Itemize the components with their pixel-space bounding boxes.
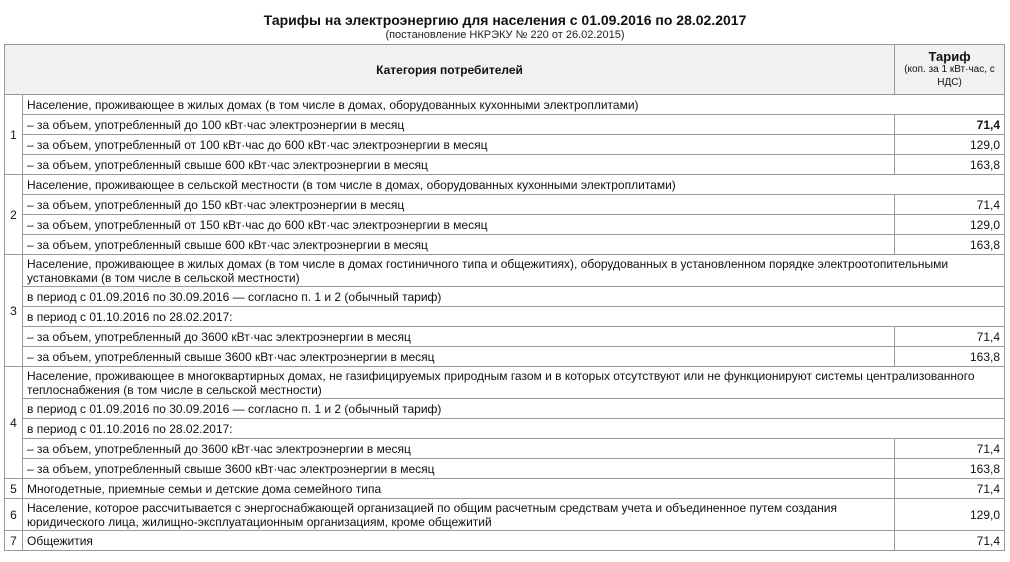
group-title: Население, которое рассчитывается с энергоснабжающей организацией по общим расчетным средствам учета и объединенное путем создания юридического лица, жилищно-эксплуатационным организациям, кроме общежитий [23, 499, 895, 531]
table-row [5, 459, 1005, 479]
row-description: – за объем, употребленный до 3600 кВт·час электроэнергии в месяц [23, 327, 895, 347]
table-row [5, 287, 1005, 307]
group-number: 5 [5, 479, 23, 499]
table-row [5, 195, 1005, 215]
tariff-header-unit: (коп. за 1 кВт·час, с НДС) [904, 64, 995, 88]
row-description: – за объем, употребленный от 150 кВт·час до 600 кВт·час электроэнергии в месяц [23, 215, 895, 235]
group-number: 1 [5, 95, 23, 175]
tariff-header-label: Тариф [928, 49, 971, 64]
group-title: Общежития [23, 531, 895, 551]
row-tariff: 71,4 [895, 115, 1005, 135]
group-title: Население, проживающее в сельской местности (в том числе в домах, оборудованных кухонными электроплитами) [23, 175, 1005, 195]
row-tariff: 163,8 [895, 155, 1005, 175]
group-title: Население, проживающее в жилых домах (в том числе в домах гостиничного типа и общежитиях), оборудованных в установленном порядке электроотопительными установками (в том числе в сельской местности) [23, 255, 1005, 287]
group-number: 4 [5, 367, 23, 479]
column-header-category: Категория потребителей [5, 45, 895, 95]
table-row [5, 327, 1005, 347]
row-tariff: 163,8 [895, 459, 1005, 479]
column-header-tariff [895, 45, 1005, 95]
row-tariff: 163,8 [895, 347, 1005, 367]
table-row [5, 255, 1005, 287]
row-description: – за объем, употребленный свыше 3600 кВт·час электроэнергии в месяц [23, 347, 895, 367]
row-description: – за объем, употребленный от 100 кВт·час до 600 кВт·час электроэнергии в месяц [23, 135, 895, 155]
table-row [5, 135, 1005, 155]
group-number: 7 [5, 531, 23, 551]
table-row [5, 479, 1005, 499]
group-number: 3 [5, 255, 23, 367]
row-tariff: 71,4 [895, 479, 1005, 499]
row-tariff: 129,0 [895, 135, 1005, 155]
group-title: Многодетные, приемные семьи и детские дома семейного типа [23, 479, 895, 499]
row-description: – за объем, употребленный свыше 600 кВт·час электроэнергии в месяц [23, 155, 895, 175]
row-tariff: 129,0 [895, 215, 1005, 235]
table-row [5, 175, 1005, 195]
row-tariff: 163,8 [895, 235, 1005, 255]
table-header-row [5, 45, 1005, 95]
group-number: 6 [5, 499, 23, 531]
table-row [5, 215, 1005, 235]
table-row [5, 347, 1005, 367]
period-row: в период с 01.09.2016 по 30.09.2016 — согласно п. 1 и 2 (обычный тариф) [23, 399, 1005, 419]
row-tariff: 71,4 [895, 439, 1005, 459]
table-row [5, 307, 1005, 327]
table-row [5, 95, 1005, 115]
page-title: Тарифы на электроэнергию для населения с 01.09.2016 по 28.02.2017 [263, 12, 747, 28]
period-row: в период с 01.09.2016 по 30.09.2016 — согласно п. 1 и 2 (обычный тариф) [23, 287, 1005, 307]
table-row [5, 155, 1005, 175]
row-description: – за объем, употребленный свыше 600 кВт·час электроэнергии в месяц [23, 235, 895, 255]
row-description: – за объем, употребленный до 100 кВт·час электроэнергии в месяц [23, 115, 895, 135]
table-row [5, 531, 1005, 551]
group-number: 2 [5, 175, 23, 255]
row-tariff: 71,4 [895, 195, 1005, 215]
table-row [5, 499, 1005, 531]
table-row [5, 419, 1005, 439]
row-description: – за объем, употребленный до 3600 кВт·час электроэнергии в месяц [23, 439, 895, 459]
table-row [5, 115, 1005, 135]
row-description: – за объем, употребленный до 150 кВт·час электроэнергии в месяц [23, 195, 895, 215]
table-row [5, 235, 1005, 255]
table-row [5, 439, 1005, 459]
row-tariff: 71,4 [895, 327, 1005, 347]
row-description: – за объем, употребленный свыше 3600 кВт·час электроэнергии в месяц [23, 459, 895, 479]
period-row: в период с 01.10.2016 по 28.02.2017: [23, 419, 1005, 439]
row-tariff: 71,4 [895, 531, 1005, 551]
group-title: Население, проживающее в жилых домах (в том числе в домах, оборудованных кухонными электроплитами) [23, 95, 1005, 115]
group-title: Население, проживающее в многоквартирных домах, не газифицируемых природным газом и в которых отсутствуют или не функционируют системы централизованного теплоснабжения (в том числе в сельской местности) [23, 367, 1005, 399]
page-subtitle: (постановление НКРЭКУ № 220 от 26.02.2015) [385, 29, 625, 41]
row-tariff: 129,0 [895, 499, 1005, 531]
tariff-table [4, 44, 1005, 551]
table-row [5, 367, 1005, 399]
table-row [5, 399, 1005, 419]
period-row: в период с 01.10.2016 по 28.02.2017: [23, 307, 1005, 327]
